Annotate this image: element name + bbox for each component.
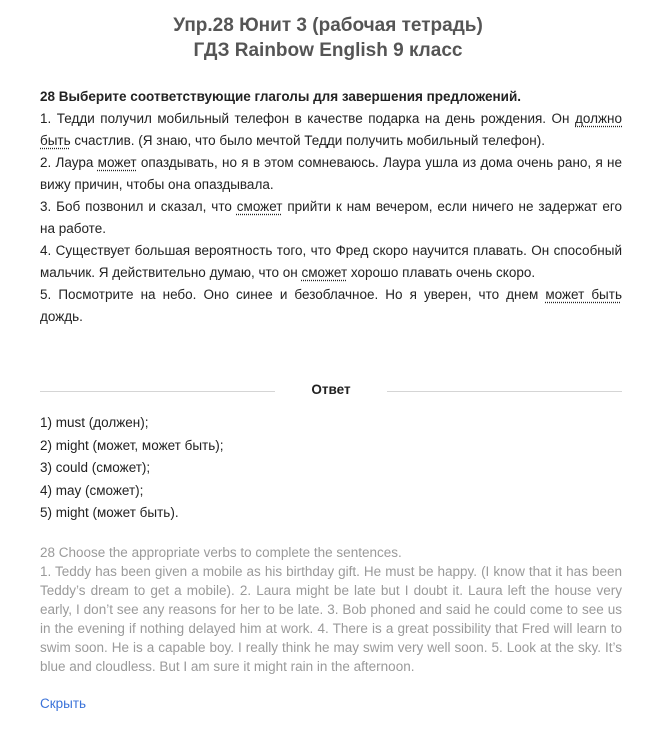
sentence-5-start: 5. Посмотрите на небо. Оно синее и безоблачное. Но я уверен, что днем — [40, 287, 546, 302]
sentence-4-start: 4. Существует большая вероятность того, что Фред скоро научится плавать. Он способный мальчик. Я действительно думаю, что он — [40, 243, 622, 280]
sentence-3-end: прийти к нам вечером, если ничего не задержат его на работе. — [40, 199, 622, 236]
sentence-4-verb: сможет — [301, 265, 348, 280]
answer-heading: Ответ — [311, 382, 351, 397]
answer-item: 2) might (может, может быть); — [40, 437, 224, 453]
title-line-2: ГДЗ Rainbow English 9 класс — [193, 40, 463, 61]
sentence-3-start: 3. Боб позвонил и сказал, что — [40, 199, 237, 214]
translation-body: 1. Teddy has been given a mobile as his birthday gift. He must be happy. (I know that it has been Teddy’s dream to get a mobile). 2. Laura might be late but I doubt it. Laura left the house very early, I don’t see any reasons for her to be late. 3. Bob phoned and said he could come to see us in the evening if nothing delayed him at work. 4. There is a great possibility that Fred will learn to swim soon. He is a capable boy. I really think he may swim very well soon. 5. Look at the sky. It’s blue and cloudless. But I am sure it might rain in the afternoon. — [40, 564, 622, 674]
sentence-3 — [40, 196, 622, 240]
sentence-2 — [40, 152, 622, 196]
sentence-5-end: дождь. — [40, 309, 83, 324]
sentence-3-verb: сможет — [236, 199, 283, 214]
sentence-2-end: опаздывать, но я в этом сомневаюсь. Лаура ушла из дома очень рано, я не вижу причин, чтобы она опаздывала. — [40, 155, 622, 192]
sentence-1-end: счастлив. (Я знаю, что было мечтой Тедди получить мобильный телефон). — [70, 133, 545, 148]
sentence-5-verb: может быть — [545, 287, 622, 302]
sentence-5 — [40, 284, 622, 328]
divider-line-right — [387, 391, 622, 392]
sentence-4-end: хорошо плавать очень скоро. — [347, 265, 536, 280]
sentence-1 — [40, 108, 622, 152]
translation-heading: 28 Choose the appropriate verbs to complete the sentences. — [40, 545, 402, 560]
exercise-heading: 28 Выберите соответствующие глаголы для завершения предложений. — [40, 89, 521, 104]
answer-item: 4) may (сможет); — [40, 482, 144, 498]
sentence-2-verb: может — [97, 155, 137, 170]
answer-list — [40, 412, 622, 525]
sentence-2-start: 2. Лаура — [40, 155, 98, 170]
answer-item: 3) could (сможет); — [40, 460, 151, 475]
page-title — [0, 13, 656, 63]
hide-translation-link[interactable]: Скрыть — [40, 696, 87, 711]
answer-item: 5) might (может быть). — [40, 505, 179, 520]
sentence-4 — [40, 240, 622, 284]
answer-divider — [40, 381, 622, 401]
sentence-1-verb: должно быть — [40, 111, 622, 148]
english-translation — [40, 543, 622, 676]
sentence-1-start: 1. Тедди получил мобильный телефон в качестве подарка на день рождения. Он — [40, 111, 576, 126]
exercise-text — [40, 86, 622, 328]
title-line-1: Упр.28 Юнит 3 (рабочая тетрадь) — [173, 15, 483, 36]
answer-item: 1) must (должен); — [40, 415, 149, 430]
